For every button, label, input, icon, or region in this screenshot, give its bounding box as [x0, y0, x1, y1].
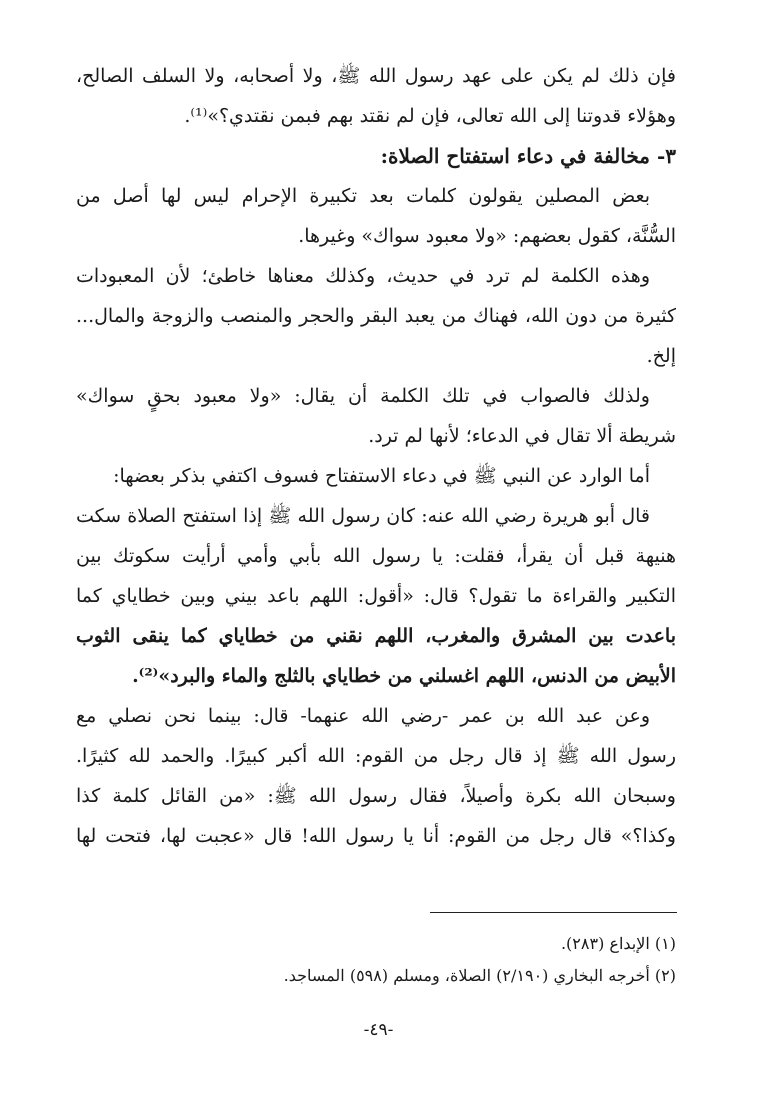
body-line: أما الوارد عن النبي ﷺ في دعاء الاستفتاح فسوف اكتفي بذكر بعضها: — [113, 465, 650, 487]
body-line: وهذه الكلمة لم ترد في حديث، وكذلك معناها خاطئ؛ لأن المعبودات — [76, 265, 650, 287]
hadith-quote-line: الأبيض من الدنس، اللهم اغسلني من خطاياي بالثلج والماء والبرد»⁽²⁾. — [132, 665, 676, 687]
body-line: قال أبو هريرة رضي الله عنه: كان رسول الله ﷺ إذا استفتح الصلاة سكت — [76, 505, 650, 527]
body-line: فإن ذلك لم يكن على عهد رسول الله ﷺ، ولا أصحابه، ولا السلف الصالح، — [76, 65, 676, 87]
body-line: هنيهة قبل أن يقرأ، فقلت: يا رسول الله بأبي وأمي أرأيت سكوتك بين — [76, 545, 676, 567]
footnote: (١) الإبداع (٢٨٣). — [560, 934, 676, 953]
body-line: رسول الله ﷺ إذ قال رجل من القوم: الله أكبر كبيرًا. والحمد لله كثيرًا. — [76, 745, 676, 767]
footnote-divider — [430, 912, 677, 913]
footnotes — [76, 928, 676, 992]
body-line: وكذا؟» قال رجل من القوم: أنا يا رسول الله! قال «عجبت لها، فتحت لها — [76, 825, 676, 847]
hadith-quote-line: باعدت بين المشرق والمغرب، اللهم نقني من خطاياي كما ينقى الثوب — [76, 625, 676, 647]
body-line: السُّنَّة، كقول بعضهم: «ولا معبود سواك» وغيرها. — [298, 225, 676, 247]
body-line: التكبير والقراءة ما تقول؟ قال: «أقول: اللهم باعد بيني وبين خطاياي كما — [76, 585, 676, 607]
body-line: بعض المصلين يقولون كلمات بعد تكبيرة الإحرام ليس لها أصل من — [76, 185, 650, 207]
footnote: (٢) أخرجه البخاري (٢/١٩٠) الصلاة، ومسلم (٥٩٨) المساجد. — [283, 966, 676, 985]
page-body — [76, 56, 676, 856]
body-line: ولذلك فالصواب في تلك الكلمة أن يقال: «ولا معبود بحقٍ سواك» — [76, 385, 650, 407]
body-line: وعن عبد الله بن عمر -رضي الله عنهما- قال: بينما نحن نصلي مع — [76, 705, 650, 727]
body-line: إلخ. — [646, 345, 676, 367]
body-line: كثيرة من دون الله، فهناك من يعبد البقر والحجر والمنصب والزوجة والمال... — [76, 305, 676, 327]
body-line: وسبحان الله بكرة وأصيلاً، فقال رسول الله ﷺ: «من القائل كلمة كذا — [76, 785, 676, 807]
page-number: -٤٩- — [363, 1020, 394, 1040]
section-heading: ٣- مخالفة في دعاء استفتاح الصلاة: — [380, 144, 676, 168]
body-line: شريطة ألا تقال في الدعاء؛ لأنها لم ترد. — [368, 425, 676, 447]
body-line: وهؤلاء قدوتنا إلى الله تعالى، فإن لم نقتد بهم فبمن نقتدي؟»⁽¹⁾. — [184, 105, 676, 127]
